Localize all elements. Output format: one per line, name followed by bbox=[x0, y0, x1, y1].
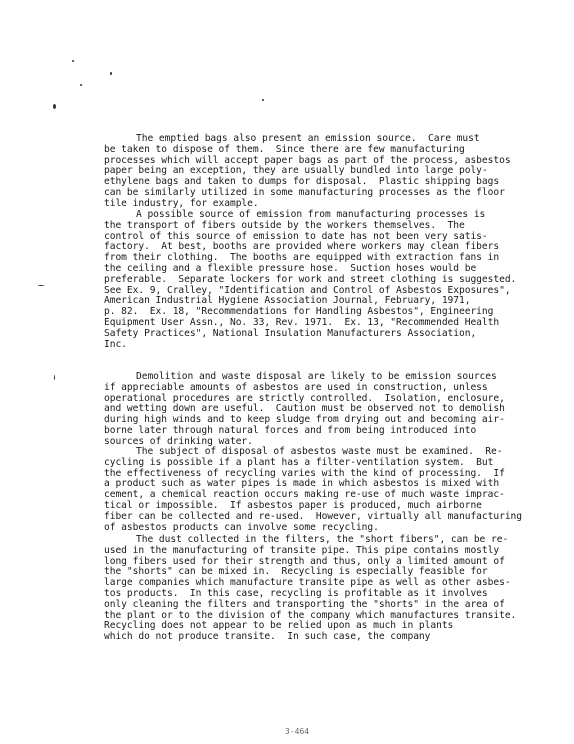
text-line: Demolition and waste disposal are likely to be emission sources bbox=[136, 371, 497, 382]
text-line: tical or impossible. If asbestos paper is produced, much airborne bbox=[104, 499, 482, 511]
text-line: during high winds and to keep sludge from drying out and becoming air- bbox=[104, 414, 505, 426]
paragraph-4 bbox=[104, 447, 534, 533]
text-line: processes which will accept paper bags as part of the process, asbestos bbox=[104, 154, 511, 166]
text-line: the "shorts" can be mixed in. Recycling is especially feasible for bbox=[104, 566, 488, 578]
text-line: the ceiling and a flexible pressure hose. Suction hoses would be bbox=[104, 262, 477, 274]
paragraph-3 bbox=[104, 372, 534, 448]
text-line: tos products. In this case, recycling is profitable as it involves bbox=[104, 587, 488, 599]
text-line: large companies which manufacture transite pipe as well as other asbes- bbox=[104, 577, 511, 589]
text-line: The dust collected in the filters, the "short fibers", can be re- bbox=[136, 534, 509, 545]
text-line: preferable. Separate lockers for work and street clothing is suggested. bbox=[104, 273, 517, 285]
text-line: factory. At best, booths are provided where workers may clean fibers bbox=[104, 241, 500, 253]
text-line: Equipment User Assn., No. 33, Rev. 1971. Ex. 13, "Recommended Health bbox=[104, 316, 500, 328]
paragraph-5 bbox=[104, 535, 534, 643]
paragraph-2 bbox=[104, 210, 534, 350]
text-line: tile industry, for example. bbox=[104, 197, 259, 209]
text-line: the effectiveness of recycling varies with the kind of processing. If bbox=[104, 467, 505, 479]
scan-speck bbox=[54, 375, 55, 380]
text-line: The subject of disposal of asbestos waste must be examined. Re- bbox=[136, 446, 503, 457]
paragraph-1 bbox=[104, 134, 534, 210]
text-line: operational procedures are strictly controlled. Isolation, enclosure, bbox=[104, 392, 505, 404]
text-line: be taken to dispose of them. Since there are few manufacturing bbox=[104, 143, 465, 155]
text-line: sources of drinking water. bbox=[104, 435, 253, 447]
text-line: if appreciable amounts of asbestos are used in construction, unless bbox=[104, 381, 488, 393]
text-line: American Industrial Hygiene Association Journal, February, 1971, bbox=[104, 295, 471, 307]
text-line: used in the manufacturing of transite pipe. This pipe contains mostly bbox=[104, 544, 500, 556]
text-line: Recycling does not appear to be relied upon as much in plants bbox=[104, 620, 454, 632]
text-line: fiber can be collected and re-used. However, virtually all manufacturing bbox=[104, 510, 522, 522]
text-line: from their clothing. The booths are equipped with extraction fans in bbox=[104, 252, 500, 264]
scan-speck bbox=[53, 104, 56, 109]
scan-speck bbox=[72, 60, 74, 62]
scan-speck bbox=[110, 72, 112, 75]
page-number: 3-464 bbox=[285, 727, 310, 736]
text-line: a product such as water pipes is made in which asbestos is mixed with bbox=[104, 478, 500, 490]
text-line: See Ex. 9, Cralley, "Identification and Control of Asbestos Exposures", bbox=[104, 284, 511, 296]
text-line: borne later through natural forces and from being introduced into bbox=[104, 424, 477, 436]
text-line: p. 82. Ex. 18, "Recommendations for Handling Asbestos", Engineering bbox=[104, 306, 494, 318]
text-line: The emptied bags also present an emission source. Care must bbox=[136, 133, 480, 144]
text-line: ethylene bags and taken to dumps for disposal. Plastic shipping bags bbox=[104, 176, 500, 188]
text-line: can be similarly utilized in some manufacturing processes as the floor bbox=[104, 186, 505, 198]
scan-speck bbox=[38, 285, 44, 286]
text-line: cycling is possible if a plant has a filter-ventilation system. But bbox=[104, 456, 494, 468]
text-line: which do not produce transite. In such case, the company bbox=[104, 631, 431, 643]
text-line: long fibers used for their strength and thus, only a limited amount of bbox=[104, 555, 505, 567]
text-line: A possible source of emission from manufacturing processes is bbox=[136, 209, 486, 220]
text-line: paper being an exception, they are usually bundled into large poly- bbox=[104, 165, 488, 177]
text-line: only cleaning the filters and transporting the "shorts" in the area of bbox=[104, 598, 505, 610]
text-line: of asbestos products can involve some recycling. bbox=[104, 521, 379, 533]
text-line: Inc. bbox=[104, 338, 127, 350]
text-line: Safety Practices", National Insulation Manufacturers Association, bbox=[104, 327, 477, 339]
scan-speck bbox=[262, 99, 264, 101]
text-line: the transport of fibers outside by the workers themselves. The bbox=[104, 219, 465, 231]
scan-speck bbox=[80, 84, 82, 86]
text-line: cement, a chemical reaction occurs making re-use of much waste imprac- bbox=[104, 489, 505, 501]
text-line: the plant or to the division of the company which manufactures transite. bbox=[104, 609, 517, 621]
text-line: and wetting down are useful. Caution must be observed not to demolish bbox=[104, 403, 505, 415]
text-line: control of this source of emission to date has not been very satis- bbox=[104, 230, 488, 242]
